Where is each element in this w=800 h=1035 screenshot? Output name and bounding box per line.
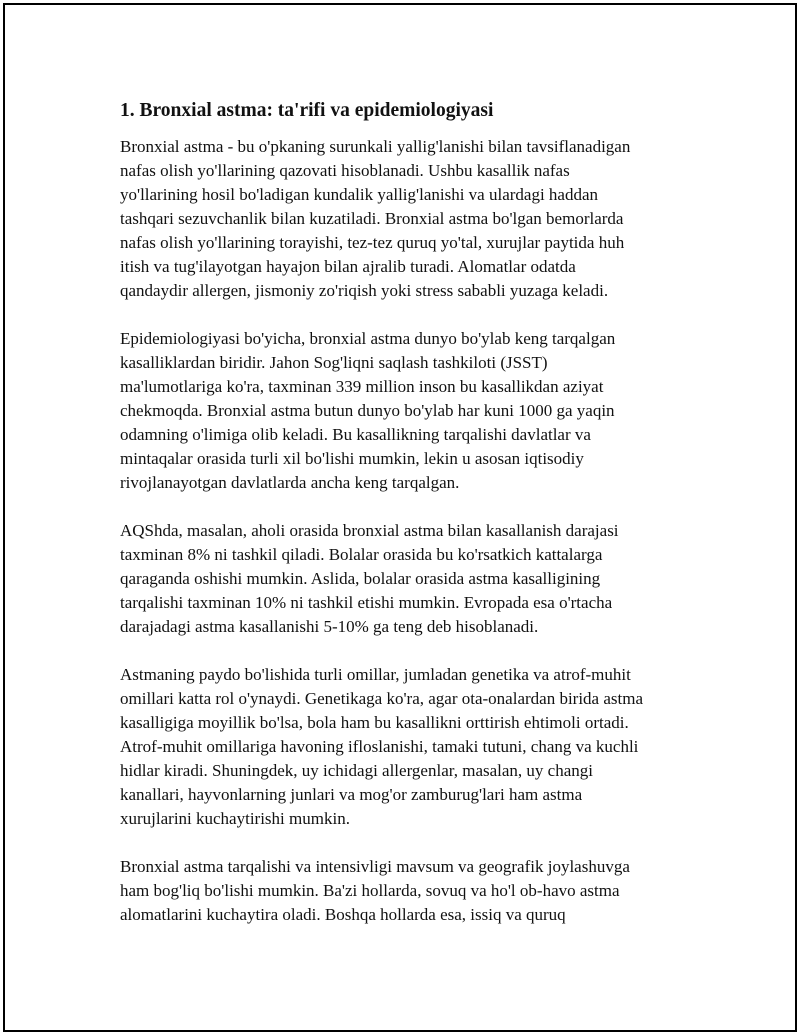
text-line: taxminan 8% ni tashkil qiladi. Bolalar orasida bu ko'rsatkich kattalarga [120, 545, 603, 564]
text-line: ma'lumotlariga ko'ra, taxminan 339 million inson bu kasallikdan aziyat [120, 377, 604, 396]
text-line: kasalligiga moyillik bo'lsa, bola ham bu kasallikni orttirish ehtimoli ortadi. [120, 713, 629, 732]
text-line: qaraganda oshishi mumkin. Aslida, bolalar orasida astma kasalligining [120, 569, 601, 588]
text-line: nafas olish yo'llarining torayishi, tez-tez quruq yo'tal, xurujlar paytida huh [120, 233, 625, 252]
text-line: alomatlarini kuchaytira oladi. Boshqa hollarda esa, issiq va quruq [120, 905, 566, 924]
text-line: tarqalishi taxminan 10% ni tashkil etishi mumkin. Evropada esa o'rtacha [120, 593, 613, 612]
paragraph-risk-factors [120, 663, 700, 831]
text-line: xurujlarini kuchaytirishi mumkin. [120, 809, 350, 828]
paragraph-prevalence [120, 519, 700, 639]
text-line: kanallari, hayvonlarning junlari va mog'or zamburug'lari ham astma [120, 785, 583, 804]
text-line: ham bog'liq bo'lishi mumkin. Ba'zi hollarda, sovuq va ho'l ob-havo astma [120, 881, 620, 900]
text-line: AQShda, masalan, aholi orasida bronxial astma bilan kasallanish darajasi [120, 521, 619, 540]
section-heading: 1. Bronxial astma: ta'rifi va epidemiologiyasi [120, 100, 494, 121]
text-line: rivojlanayotgan davlatlarda ancha keng tarqalgan. [120, 473, 460, 492]
text-line: nafas olish yo'llarining qazovati hisoblanadi. Ushbu kasallik nafas [120, 161, 570, 180]
text-line: Bronxial astma tarqalishi va intensivligi mavsum va geografik joylashuvga [120, 857, 630, 876]
page-frame [3, 3, 797, 1032]
text-line: Bronxial astma - bu o'pkaning surunkali yallig'lanishi bilan tavsiflanadigan [120, 137, 631, 156]
paragraph-definition [120, 135, 700, 303]
text-line: qandaydir allergen, jismoniy zo'riqish yoki stress sababli yuzaga keladi. [120, 281, 609, 300]
text-line: yo'llarining hosil bo'ladigan kundalik yallig'lanishi va ulardagi haddan [120, 185, 599, 204]
document-body [120, 97, 700, 951]
text-line: chekmoqda. Bronxial astma butun dunyo bo'ylab har kuni 1000 ga yaqin [120, 401, 615, 420]
text-line: Epidemiologiyasi bo'yicha, bronxial astma dunyo bo'ylab keng tarqalgan [120, 329, 616, 348]
text-line: itish va tug'ilayotgan hayajon bilan ajralib turadi. Alomatlar odatda [120, 257, 576, 276]
text-line: mintaqalar orasida turli xil bo'lishi mumkin, lekin u asosan iqtisodiy [120, 449, 584, 468]
text-line: hidlar kiradi. Shuningdek, uy ichidagi allergenlar, masalan, uy changi [120, 761, 593, 780]
text-line: omillari katta rol o'ynaydi. Genetikaga ko'ra, agar ota-onalardan birida astma [120, 689, 644, 708]
text-line: tashqari sezuvchanlik bilan kuzatiladi. Bronxial astma bo'lgan bemorlarda [120, 209, 624, 228]
text-line: darajadagi astma kasallanishi 5-10% ga teng deb hisoblanadi. [120, 617, 539, 636]
text-line: kasalliklardan biridir. Jahon Sog'liqni saqlash tashkiloti (JSST) [120, 353, 548, 372]
text-line: Astmaning paydo bo'lishida turli omillar, jumladan genetika va atrof-muhit [120, 665, 631, 684]
text-line: Atrof-muhit omillariga havoning ifloslanishi, tamaki tutuni, chang va kuchli [120, 737, 639, 756]
text-line: odamning o'limiga olib keladi. Bu kasallikning tarqalishi davlatlar va [120, 425, 591, 444]
paragraph-epidemiology [120, 327, 700, 495]
paragraph-seasonality [120, 855, 700, 927]
